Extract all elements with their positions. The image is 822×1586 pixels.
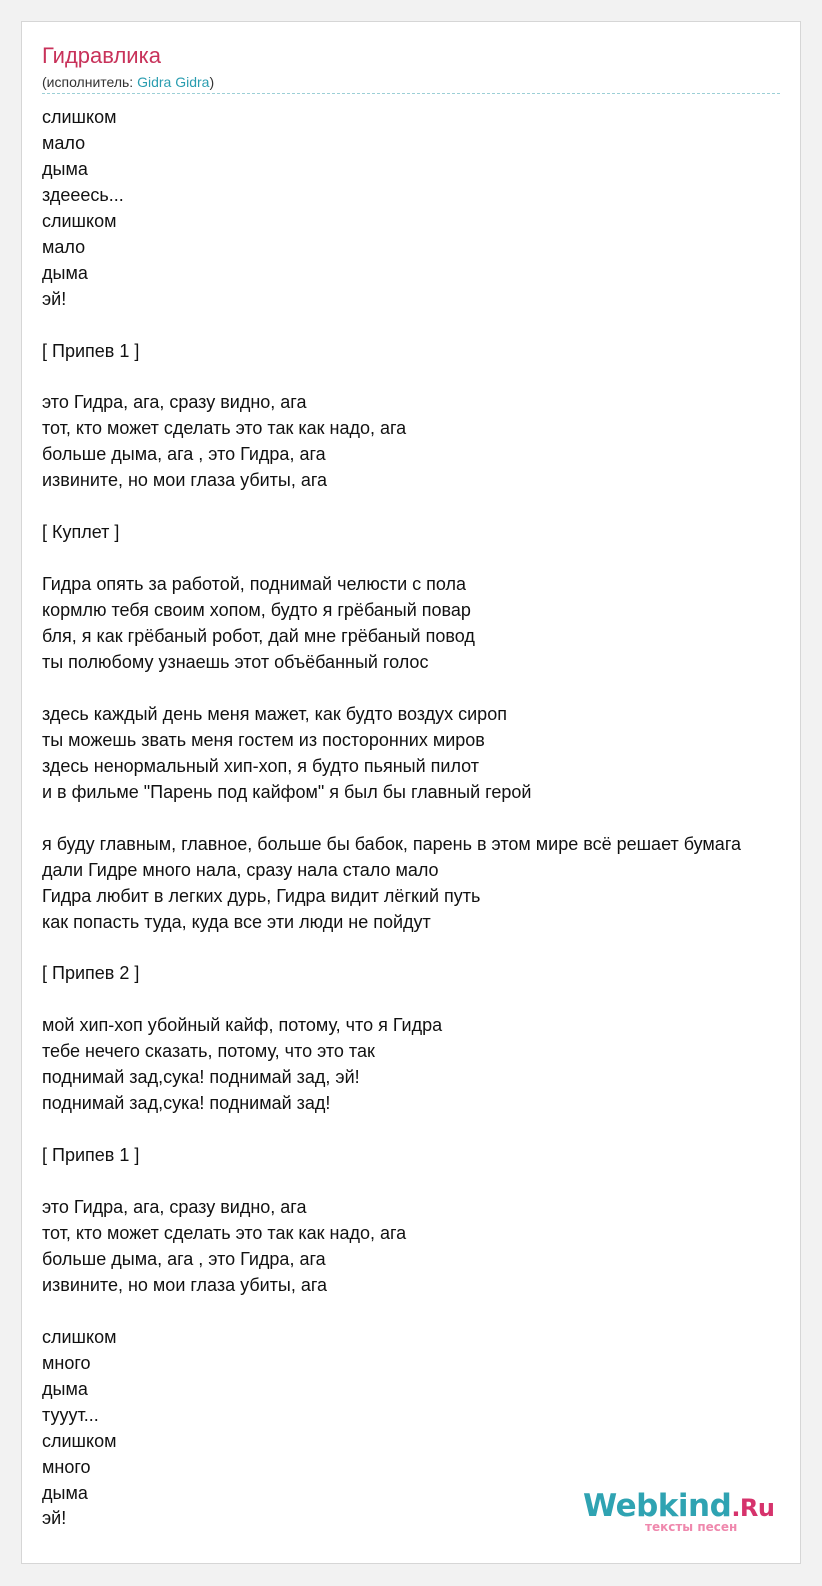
lyric-line: дали Гидре много нала, сразу нала стало мало	[42, 859, 439, 880]
lyric-line: [ Припев 1 ]	[42, 340, 140, 361]
performer-prefix: (исполнитель:	[42, 74, 138, 90]
lyric-line: много	[42, 1352, 91, 1373]
lyrics-text	[42, 105, 741, 1532]
lyric-blank-line	[42, 936, 741, 962]
lyric-line: поднимай зад,сука! поднимай зад!	[42, 1093, 331, 1114]
lyric-line: [ Куплет ]	[42, 522, 120, 543]
lyric-blank-line	[42, 1299, 741, 1325]
webkind-logo	[583, 1488, 783, 1540]
lyric-line: много	[42, 1456, 91, 1477]
lyric-line: Гидра любит в легких дурь, Гидра видит лёгкий путь	[42, 885, 481, 906]
lyric-line: Гидра опять за работой, поднимай челюсти с пола	[42, 574, 467, 595]
lyric-line: слишком	[42, 210, 117, 231]
lyric-line: слишком	[42, 1326, 117, 1347]
lyric-blank-line	[42, 1169, 741, 1195]
lyric-line: это Гидра, ага, сразу видно, ага	[42, 392, 307, 413]
lyric-line: эй!	[42, 288, 67, 309]
lyric-line: извините, но мои глаза убиты, ага	[42, 470, 328, 491]
lyric-line: эй!	[42, 1508, 67, 1529]
lyric-line: мало	[42, 132, 86, 153]
lyric-line: кормлю тебя своим хопом, будто я грёбаный повар	[42, 600, 471, 621]
lyric-blank-line	[42, 546, 741, 572]
lyric-line: мало	[42, 236, 86, 257]
lyric-line: дыма	[42, 262, 88, 283]
lyric-line: слишком	[42, 107, 117, 127]
lyric-line: больше дыма, ага , это Гидра, ага	[42, 444, 326, 465]
performer-suffix: )	[209, 74, 215, 90]
lyric-line: тууут...	[42, 1404, 99, 1425]
lyric-line: здееесь...	[42, 184, 124, 205]
lyric-blank-line	[42, 806, 741, 832]
lyric-line: тот, кто может сделать это так как надо, ага	[42, 418, 407, 439]
lyric-blank-line	[42, 676, 741, 702]
performer-line	[42, 73, 214, 91]
lyric-blank-line	[42, 494, 741, 520]
lyric-blank-line	[42, 313, 741, 339]
song-title: Гидравлика	[42, 43, 161, 68]
lyric-line: здесь каждый день меня мажет, как будто воздух сироп	[42, 703, 507, 724]
lyric-line: [ Припев 2 ]	[42, 963, 140, 984]
lyric-line: я буду главным, главное, больше бы бабок, парень в этом мире всё решает бумага	[42, 833, 742, 854]
lyric-line: [ Припев 1 ]	[42, 1145, 140, 1166]
lyric-line: дыма	[42, 1482, 88, 1503]
lyric-line: дыма	[42, 1378, 88, 1399]
artist-link[interactable]: Gidra Gidra	[137, 74, 210, 90]
logo-tagline: тексты песен	[645, 1520, 738, 1534]
logo-tld: .Ru	[731, 1494, 775, 1522]
lyric-line: больше дыма, ага , это Гидра, ага	[42, 1248, 326, 1269]
lyric-line: бля, я как грёбаный робот, дай мне грёбаный повод	[42, 626, 475, 647]
lyric-line: и в фильме "Парень под кайфом" я был бы главный герой	[42, 781, 532, 802]
lyric-line: тот, кто может сделать это так как надо, ага	[42, 1222, 407, 1243]
lyric-line: слишком	[42, 1430, 117, 1451]
lyric-blank-line	[42, 365, 741, 391]
lyric-line: поднимай зад,сука! поднимай зад, эй!	[42, 1067, 360, 1088]
lyric-line: ты можешь звать меня гостем из посторонних миров	[42, 729, 485, 750]
lyric-line: как попасть туда, куда все эти люди не пойдут	[42, 911, 431, 932]
lyric-line: извините, но мои глаза убиты, ага	[42, 1274, 328, 1295]
lyric-line: это Гидра, ага, сразу видно, ага	[42, 1197, 307, 1218]
lyric-line: тебе нечего сказать, потому, что это так	[42, 1041, 375, 1062]
lyric-line: ты полюбому узнаешь этот объёбанный голос	[42, 652, 429, 673]
lyric-line: мой хип-хоп убойный кайф, потому, что я Гидра	[42, 1015, 443, 1036]
logo-brand: Webkind	[583, 1488, 732, 1524]
title-divider	[42, 93, 780, 94]
lyric-blank-line	[42, 987, 741, 1013]
lyrics-page	[21, 21, 801, 1564]
lyric-line: дыма	[42, 158, 88, 179]
lyric-line: здесь ненормальный хип-хоп, я будто пьяный пилот	[42, 755, 480, 776]
lyric-blank-line	[42, 1117, 741, 1143]
